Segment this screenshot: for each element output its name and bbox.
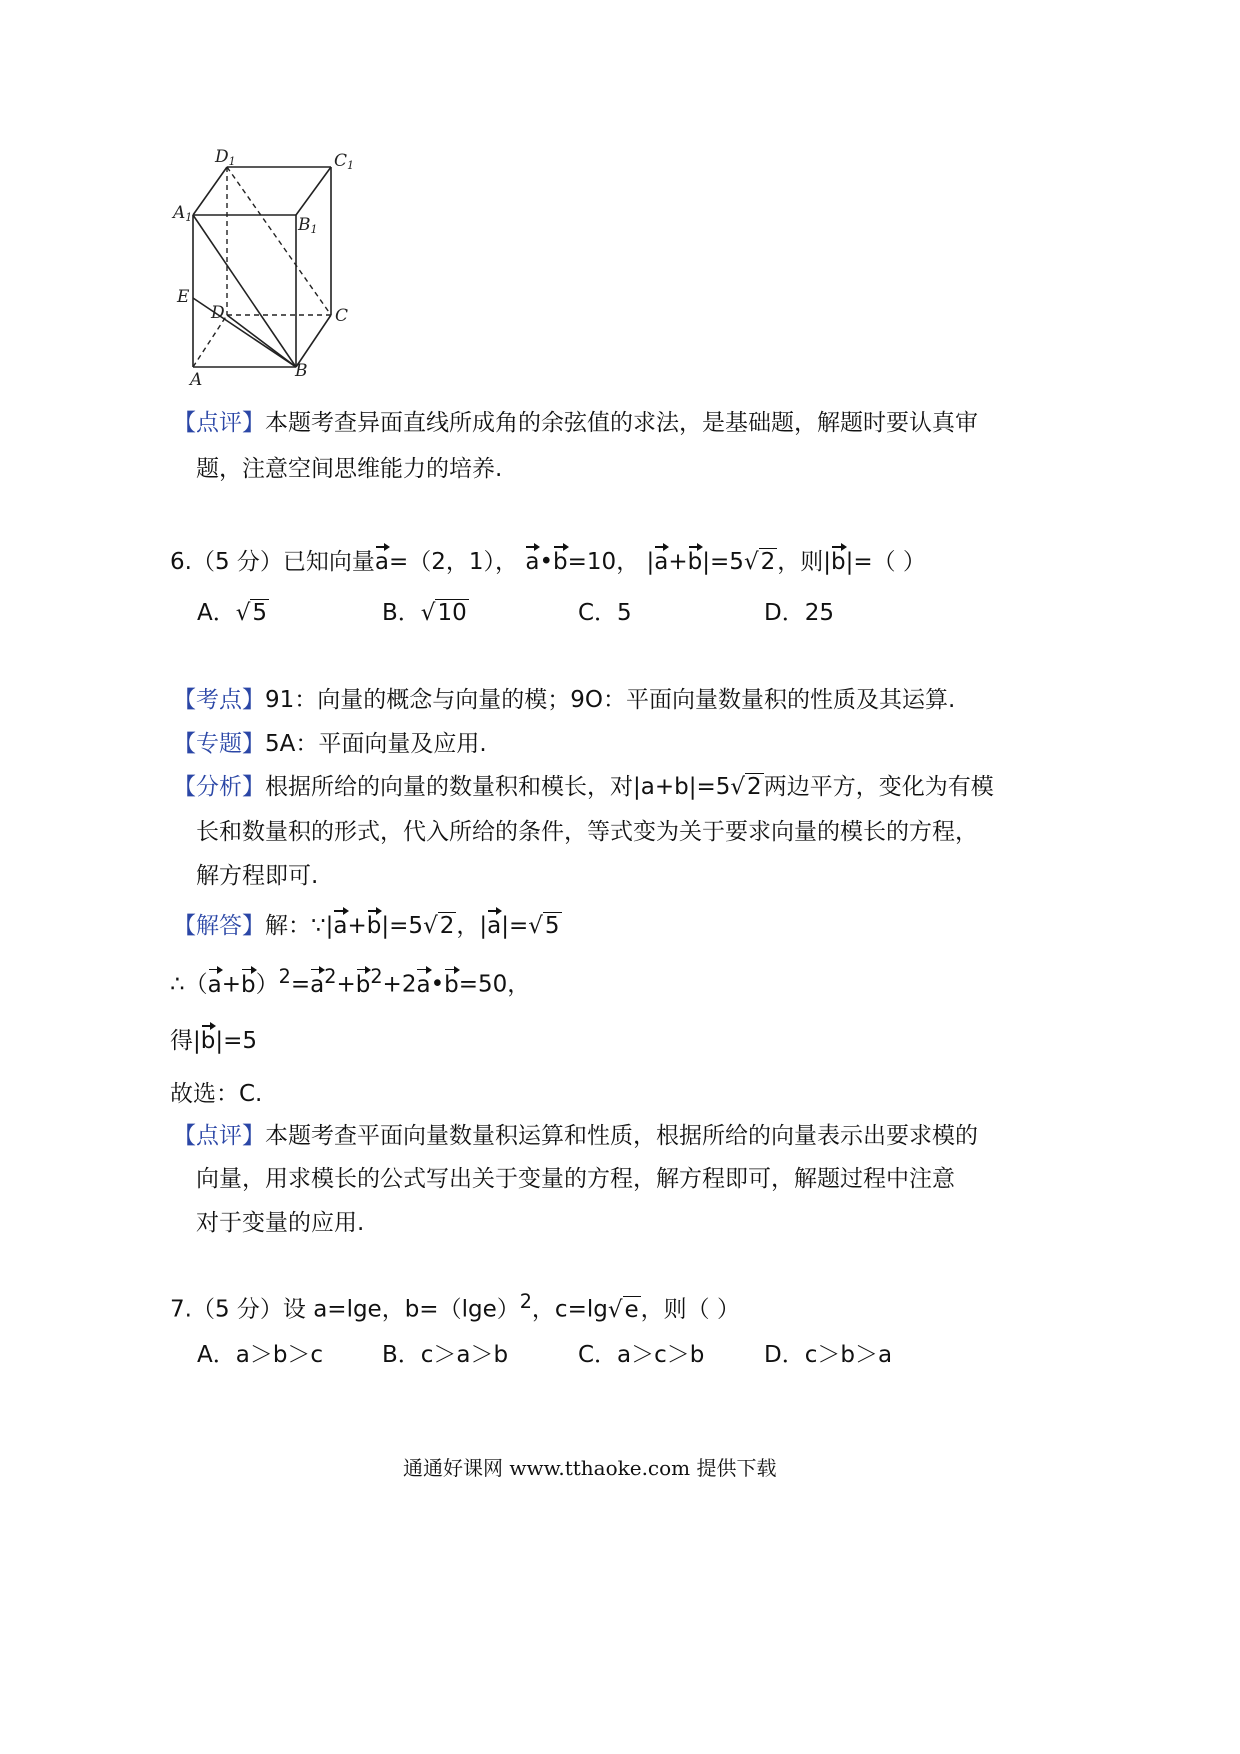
q6-kaodian: 【考点】91：向量的概念与向量的模；9O：平面向量数量积的性质及其运算. — [173, 687, 956, 713]
q6-option-b[interactable]: B．√10 — [382, 600, 467, 626]
q7-option-a[interactable]: A．a＞b＞c — [197, 1342, 324, 1368]
page-footer: 通通好课网 www.tthaoke.com 提供下载 — [403, 1456, 777, 1480]
q6-jieda-line1: 【解答】解：∵|a+b|=5√2，|a|=√5 — [173, 907, 562, 940]
q5-review-line1: 【点评】本题考查异面直线所成角的余弦值的求法，是基础题，解题时要认真审 — [173, 410, 978, 436]
q6-option-c[interactable]: C．5 — [578, 600, 632, 626]
label-d1: D1 — [215, 147, 236, 168]
q6-fenxi-line1: 【分析】根据所给的向量的数量积和模长，对|a+b|=5√2两边平方，变化为有模 — [173, 774, 994, 800]
q7-option-d[interactable]: D．c＞b＞a — [764, 1342, 893, 1368]
label-b1: B1 — [298, 215, 318, 236]
q6-fenxi-line3: 解方程即可. — [196, 863, 319, 889]
vec-a: a — [375, 543, 389, 575]
q6-fenxi-line2: 长和数量积的形式，代入所给的条件，等式变为关于要求向量的模长的方程， — [196, 819, 978, 845]
label-e: E — [177, 287, 190, 307]
q6-jieda-line3: 得|b|=5 — [170, 1022, 257, 1055]
q6-dianping-line1: 【点评】本题考查平面向量数量积运算和性质，根据所给的向量表示出要求模的 — [173, 1123, 978, 1149]
edge-c1-b1 — [296, 167, 331, 215]
q6-jieda-line2: $\therefore(a+b)^2=a^2+b^2+2a•b=50$， — [170, 965, 531, 998]
q7-option-c[interactable]: C．a＞c＞b — [578, 1342, 705, 1368]
edge-a1-d1 — [193, 167, 227, 215]
edge-b-c — [296, 315, 331, 367]
label-c: C — [335, 306, 349, 326]
tag-dianping: 【点评】 — [173, 410, 265, 436]
q6-zhuanti: 【专题】5A：平面向量及应用. — [173, 731, 487, 757]
seg-d-b — [227, 315, 296, 367]
q6-option-d[interactable]: D．25 — [764, 600, 834, 626]
label-d: D — [211, 303, 225, 323]
prism-figure — [173, 147, 415, 433]
label-a1: A1 — [173, 203, 193, 224]
q6-option-a[interactable]: A．√5 — [197, 600, 268, 626]
q5-review-line2: 题，注意空间思维能力的培养. — [196, 456, 503, 482]
q6-stem: 6.（5 分）已知向量a=（2，1）， a•b=10， |a+b|=5√2，则|b|=（ ） — [170, 543, 926, 576]
label-b: B — [295, 361, 308, 381]
q6-dianping-line2: 向量，用求模长的公式写出关于变量的方程，解方程即可，解题过程中注意 — [196, 1166, 955, 1192]
label-a: A — [190, 370, 203, 390]
q6-guxuan: 故选：C. — [170, 1081, 263, 1107]
q6-dianping-line3: 对于变量的应用. — [196, 1210, 365, 1236]
q7-option-b[interactable]: B．c＞a＞b — [382, 1342, 509, 1368]
label-c1: C1 — [334, 151, 355, 172]
seg-e-b — [193, 298, 296, 367]
q7-stem: 7.（5 分）设 a=lge，$b=(\lg e)^2$，c=lg√e，则（ ） — [170, 1290, 740, 1323]
